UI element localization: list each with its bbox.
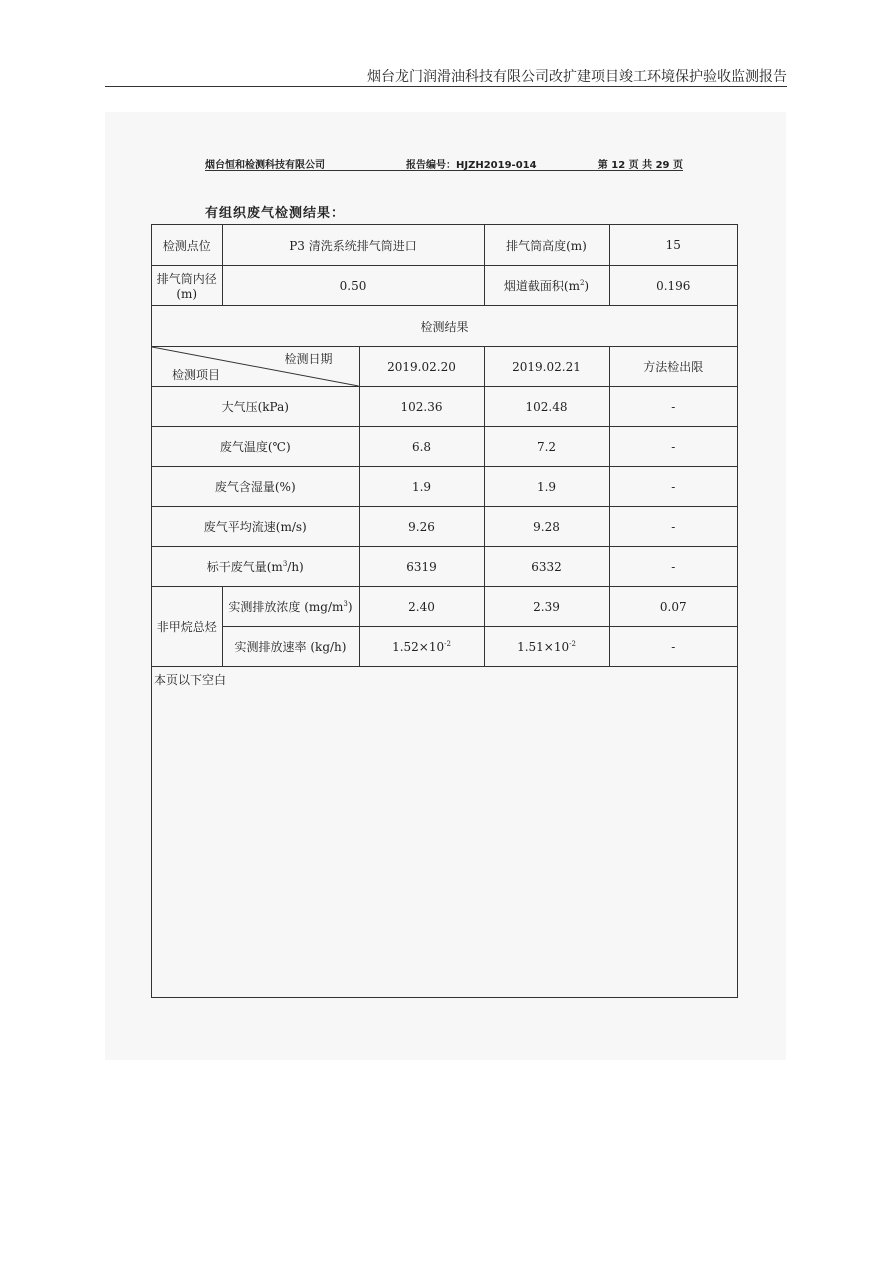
item-cell: 废气温度(℃)	[152, 427, 359, 467]
limit-cell: -	[609, 467, 737, 507]
value-cell: 6332	[484, 547, 609, 587]
limit-cell: -	[609, 507, 737, 547]
nmhc-rate-row	[152, 627, 737, 667]
value-cell: 9.28	[484, 507, 609, 547]
item-cell: 大气压(kPa)	[152, 387, 359, 427]
diameter-value: 0.50	[222, 266, 484, 306]
report-header-bar	[205, 155, 683, 171]
item-cell: 标干废气量$(m^3/h)$	[152, 547, 359, 587]
info-row-1	[152, 225, 737, 266]
table-row	[152, 427, 737, 467]
height-label: 排气筒高度(m)	[484, 225, 609, 266]
item-header-label: 检测项目	[172, 368, 221, 382]
date-header-label: 检测日期	[284, 352, 333, 366]
results-title-row	[152, 306, 737, 347]
value-cell: 102.36	[359, 387, 484, 427]
section-title: 有组织废气检测结果：	[205, 206, 346, 221]
table-row	[152, 547, 737, 587]
value-cell: 9.26	[359, 507, 484, 547]
point-label: 检测点位	[152, 225, 222, 266]
results-table	[152, 225, 737, 667]
limit-cell: -	[609, 427, 737, 467]
limit-cell: 0.07	[609, 587, 737, 627]
height-value: 15	[609, 225, 737, 266]
diameter-label: 排气筒内径(m)	[152, 266, 222, 306]
date1-header: 2019.02.20	[359, 347, 484, 387]
value-cell: 2.39	[484, 587, 609, 627]
point-value: P3 清洗系统排气筒进口	[222, 225, 484, 266]
nmhc-group-cell: 非甲烷总烃	[152, 587, 222, 667]
table-row	[152, 507, 737, 547]
area-value: 0.196	[609, 266, 737, 306]
limit-cell: -	[609, 387, 737, 427]
nmhc-conc-label: 实测排放浓度 $(mg/m^3)$	[222, 587, 359, 627]
value-cell: $1.51\times 10^{-2}$	[484, 627, 609, 667]
nmhc-rate-label: 实测排放速率 (kg/h)	[222, 627, 359, 667]
limit-cell: -	[609, 547, 737, 587]
table-row	[152, 387, 737, 427]
report-number: 报告编号：HJZH2019-014	[406, 160, 537, 171]
value-cell: $1.52\times 10^{-2}$	[359, 627, 484, 667]
scanned-report-page	[105, 112, 786, 1060]
date2-header: 2019.02.21	[484, 347, 609, 387]
report-page-info: 第 12 页 共 29 页	[597, 160, 683, 171]
nmhc-conc-row	[152, 587, 737, 627]
value-cell: 1.9	[359, 467, 484, 507]
table-row	[152, 467, 737, 507]
area-label: 烟道截面积$(m^2)$	[484, 266, 609, 306]
report-company: 烟台恒和检测科技有限公司	[205, 160, 325, 171]
limit-cell: -	[609, 627, 737, 667]
results-header-row	[152, 347, 737, 387]
item-cell: 废气平均流速(m/s)	[152, 507, 359, 547]
value-cell: 2.40	[359, 587, 484, 627]
blank-note: 本页以下空白	[154, 673, 227, 687]
diagonal-header-cell	[152, 347, 359, 387]
page-header: 烟台龙门润滑油科技有限公司改扩建项目竣工环境保护验收监测报告	[105, 66, 787, 87]
results-frame	[151, 224, 738, 998]
value-cell: 6319	[359, 547, 484, 587]
value-cell: 6.8	[359, 427, 484, 467]
value-cell: 1.9	[484, 467, 609, 507]
info-row-2	[152, 266, 737, 306]
item-cell: 废气含湿量(%)	[152, 467, 359, 507]
value-cell: 102.48	[484, 387, 609, 427]
results-title: 检测结果	[152, 306, 737, 347]
limit-header: 方法检出限	[609, 347, 737, 387]
value-cell: 7.2	[484, 427, 609, 467]
